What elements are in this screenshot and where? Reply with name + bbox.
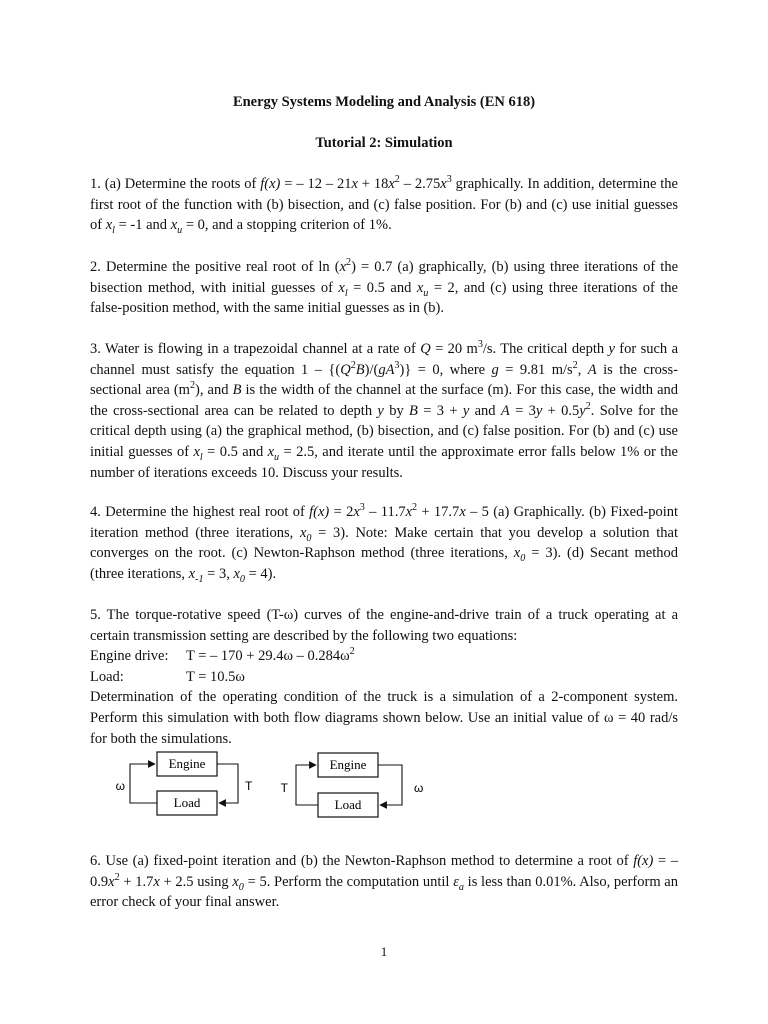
- q5-body: Determination of the operating condition of the truck is a simulation of a 2-component system. Perform this simulation with both flow diagrams shown below. Use an initial value of ω = 40 rad/s for both the simulations.: [90, 689, 678, 747]
- flow-diagrams: [100, 744, 440, 827]
- flow-arrow-top: [217, 764, 238, 803]
- flow-diagram-right: [281, 753, 424, 817]
- flow-arrow-top: [378, 765, 402, 805]
- engine-label: Engine: [168, 756, 206, 771]
- q5-intro: 5. The torque-rotative speed (T-ω) curves of the engine-and-drive train of a truck operating at a certain transmission setting are described by the following two equations:: [90, 607, 678, 644]
- q5-load-equation: Load: T = 10.5ω: [90, 668, 245, 685]
- torque-label: T: [280, 781, 288, 795]
- q5-engine-equation: Engine drive: T = – $170 + 29.4\omega - 0.284\omega^2$: [90, 646, 355, 665]
- torque-label: T: [245, 779, 253, 793]
- question-6: 6. Use (a) fixed-point iteration and (b) the Newton-Raphson method to determine a root of f(x) = – $0.9x^2 + 1.7x + 2.5$ using $x_0 = 5$. Perform the computation until $\varepsilon_a$ is less than 0.01%. Also, perform an error check of your final answer.: [90, 853, 678, 911]
- question-3: 3. Water is flowing in a trapezoidal channel at a rate of Q = 20 $m^3/s$. The critical depth y for such a channel must satisfy the equation $1 - \{(Q^2B)/(gA^3)\} = 0$, where g = 9.81 $m/s^2$, A is the cross-sectional area $(m^2)$, and B is the width of the channel at the surface (m). For this case, the width and the cross-sectional area can be related to depth y by B = 3 + y and $A = 3y + 0.5y^2$. Solve for the critical depth using (a) the graphical method, (b) bisection, and (c) false position. For (b) and (c) use initial guesses of $x_l = 0.5$ and $x_u = 2.5$, and iterate until the approximate error falls below 1% or the number of iterations exceeds 10. Discuss your results.: [90, 339, 679, 481]
- flow-arrow-bottom: [296, 765, 318, 805]
- load-label: Load: [334, 797, 362, 812]
- load-label: Load: [173, 795, 201, 810]
- question-4: 4. Determine the highest real root of $f(x) = 2x^3 - 11.7x^2 + 17.7x - 5$ (a) Graphically. (b) Fixed-point iteration method (three iterations, $x_0 = 3$). Note: Make certain that you develop a solution that converges on the root. (c) Newton-Raphson method (three iterations, $x_0 = 3$). (d) Secant method (three iterations, $x_{-1} = 3$, $x_0 = 4$).: [90, 502, 678, 585]
- course-title: Energy Systems Modeling and Analysis (EN 618): [232, 94, 536, 110]
- tutorial-title: Tutorial 2: Simulation: [315, 135, 453, 151]
- question-1: 1. (a) Determine the roots of f(x) = – $12 - 21x + 18x^2 - 2.75x^3$ graphically. In addition, determine the first root of the function with (b) bisection, and (c) false position. For (b) and (c) use initial guesses of $x_l = -1$ and $x_u = 0$, and a stopping criterion of 1%.: [90, 174, 678, 237]
- flow-arrow-bottom: [130, 764, 157, 803]
- omega-label: ω: [115, 779, 125, 793]
- flow-diagram-left: [116, 752, 253, 815]
- question-2: 2. Determine the positive real root of $\ln (x^2) = 0.7$ (a) graphically, (b) using three iterations of the bisection method, with initial guesses of $x_l = 0.5$ and $x_u = 2$, and (c) using three iterations of the false-position method, with the same initial guesses as in (b).: [90, 257, 679, 317]
- question-5: [90, 605, 678, 749]
- page-number: 1: [380, 944, 388, 959]
- omega-label: ω: [414, 781, 424, 795]
- engine-label: Engine: [329, 757, 367, 772]
